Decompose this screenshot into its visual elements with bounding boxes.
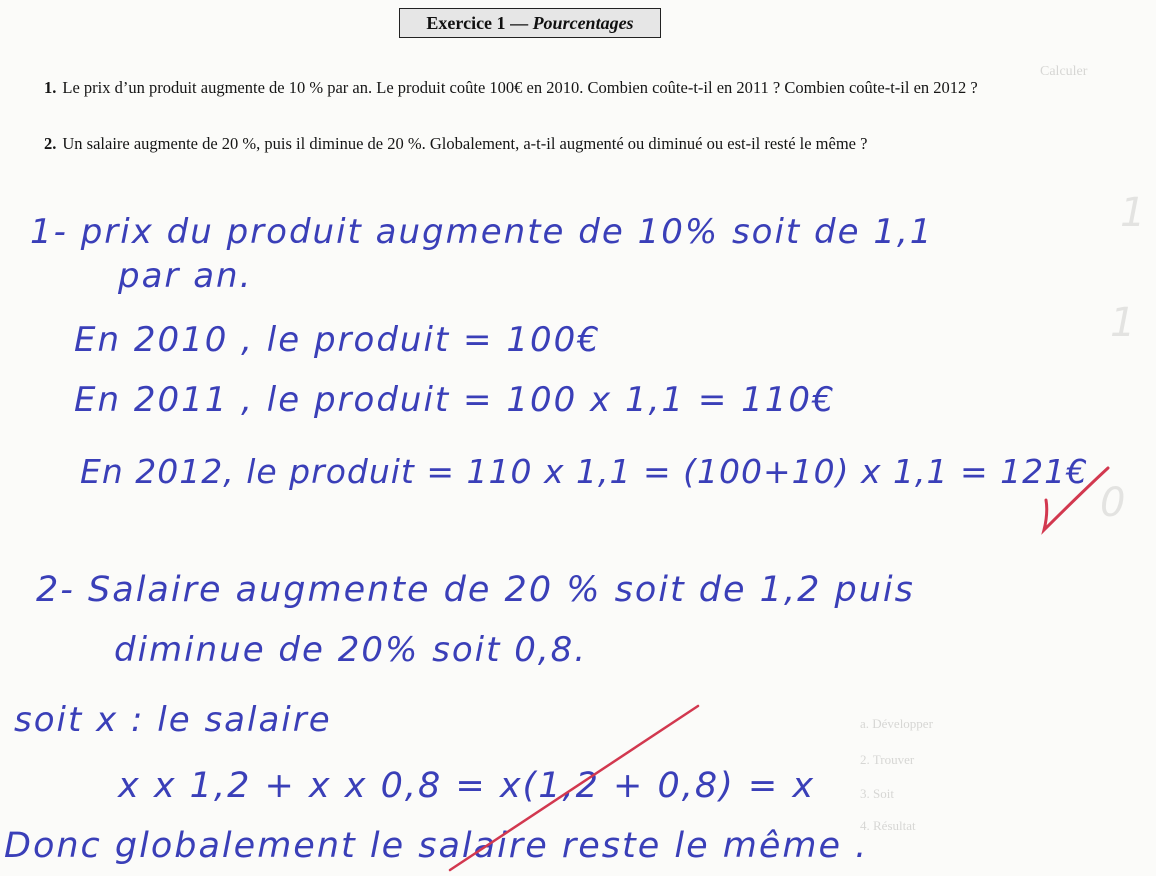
answer-1-line-2: par an.: [118, 256, 253, 296]
show-through-4: 0: [1100, 480, 1126, 526]
show-through-1: Calculer: [1040, 64, 1088, 79]
question-1-text: Le prix d’un produit augmente de 10 % par an. Le produit coûte 100€ en 2010. Combien coûte-t-il en 2011 ? Combien coûte-t-il en 2012 ?: [62, 78, 978, 97]
show-through-3: 1: [1110, 300, 1136, 346]
show-through-8: 4. Résultat: [860, 818, 916, 833]
question-2-text: Un salaire augmente de 20 %, puis il diminue de 20 %. Globalement, a-t-il augmenté ou diminué ou est-il resté le même ?: [62, 134, 868, 153]
show-through-7: 3. Soit: [860, 786, 894, 801]
answer-2-line-4: x x 1,2 + x x 0,8 = x(1,2 + 0,8) = x: [118, 766, 816, 806]
question-1-number: 1.: [44, 78, 57, 97]
exercise-number: Exercice 1: [426, 13, 506, 33]
answer-1-line-4: En 2011 , le produit = 100 x 1,1 = 110€: [74, 380, 836, 420]
question-2: [44, 133, 1034, 154]
answer-2-line-1: 2- Salaire augmente de 20 % soit de 1,2 puis: [36, 570, 915, 610]
answer-1-line-5: En 2012, le produit = 110 x 1,1 = (100+10) x 1,1 = 121€: [80, 452, 1089, 491]
show-through-5: a. Développer: [860, 716, 933, 731]
answer-2-line-2: diminue de 20% soit 0,8.: [114, 630, 588, 670]
exercise-title: [399, 8, 661, 38]
show-through-2: 1: [1120, 190, 1146, 236]
question-1: [44, 77, 1034, 98]
answer-2-line-5: Donc globalement le salaire reste le même .: [4, 826, 869, 866]
answer-1-line-1: 1- prix du produit augmente de 10% soit de 1,1: [30, 212, 934, 252]
exercise-topic: Pourcentages: [532, 13, 634, 33]
show-through-6: 2. Trouver: [860, 752, 915, 767]
question-2-number: 2.: [44, 134, 57, 153]
answer-1-line-3: En 2010 , le produit = 100€: [74, 320, 601, 360]
answer-2-line-3: soit x : le salaire: [14, 700, 332, 740]
title-dash: —: [510, 13, 529, 33]
